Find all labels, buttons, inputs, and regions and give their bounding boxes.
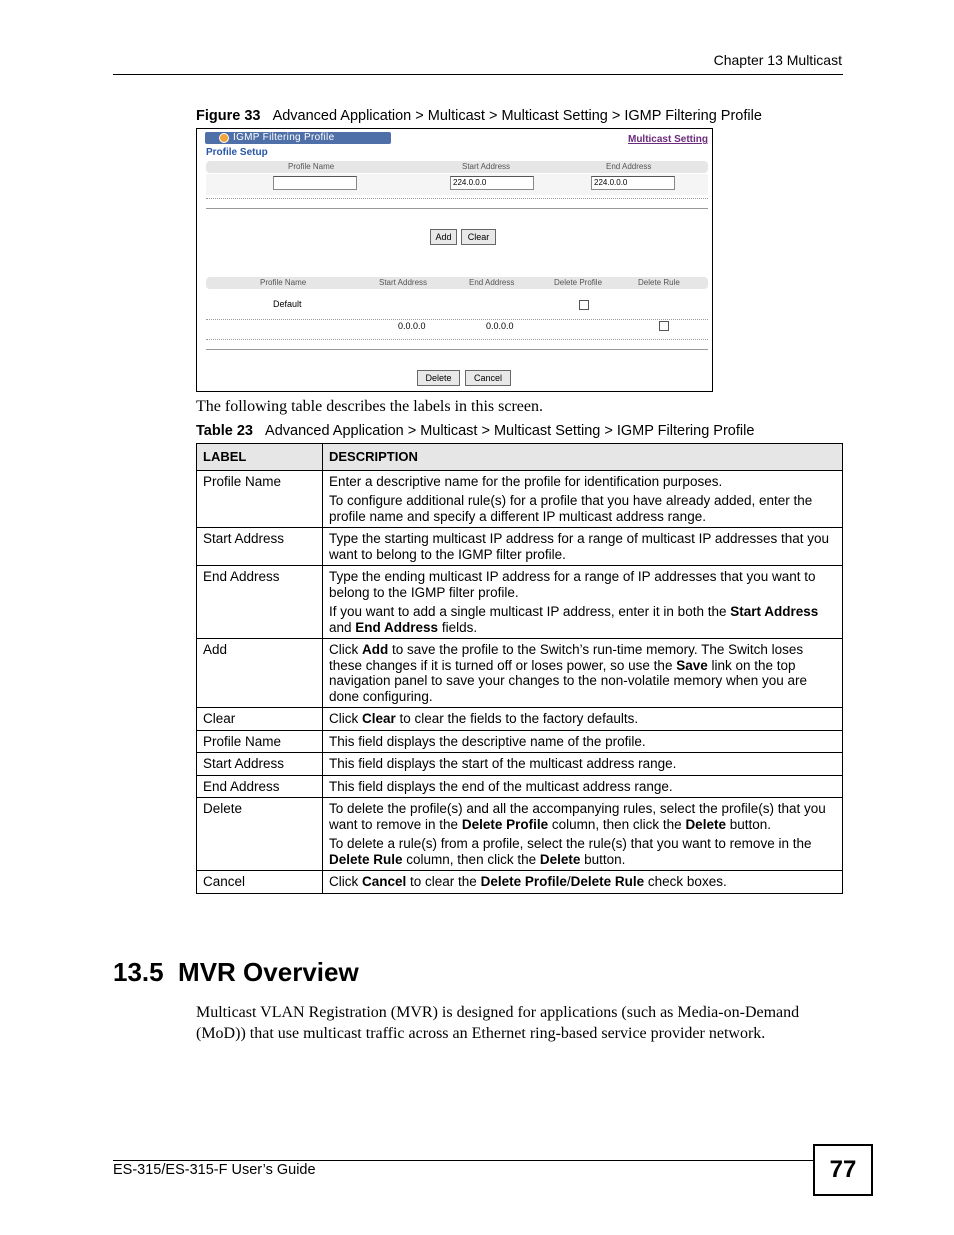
screen-tab [205,132,391,144]
list-row-divider-2 [206,339,708,340]
description-paragraph: To delete the profile(s) and all the accompanying rules, select the profile(s) that you want to remove in the Delete Profile column, then click the Delete button. [329,801,826,832]
guide-title: ES-315/ES-315-F User’s Guide [113,1162,316,1178]
igmp-filtering-profile-screenshot [196,128,713,392]
row-label: Clear [197,708,323,731]
description-paragraph: Click Clear to clear the fields to the factory defaults. [329,711,639,726]
row-description [323,566,843,639]
row-description [323,639,843,708]
delete-button[interactable]: Delete [417,370,460,386]
description-paragraph: Type the ending multicast IP address for a range of IP addresses that you want to belong to the IGMP filter profile. [329,569,816,600]
row-description [323,753,843,776]
list-header-start-address: Start Address [379,278,428,287]
description-paragraph: Click Cancel to clear the Delete Profile/Delete Rule check boxes. [329,874,727,889]
header-rule [113,74,843,75]
footer-rule [113,1160,813,1161]
row-description [323,871,843,894]
row-description [323,708,843,731]
row-label: Add [197,639,323,708]
page-number: 77 [813,1144,873,1196]
row-label: End Address [197,775,323,798]
row-label: Start Address [197,528,323,566]
setup-header-profile-name: Profile Name [288,162,335,171]
row-description [323,730,843,753]
table-row [197,566,843,639]
row-profile-name: Default [273,299,302,309]
table-header-row [197,444,843,471]
description-paragraph: Click Add to save the profile to the Switch’s run-time memory. The Switch loses these changes if it is turned off or loses power, so use the Save link on the top navigation panel to save your changes to the non-volatile memory when you are done configuring. [329,642,808,704]
rule-start-address: 0.0.0.0 [398,321,426,331]
list-header-row [206,277,708,289]
section-body: Multicast VLAN Registration (MVR) is designed for applications (such as Media-on-Demand (MoD)) that use multicast traffic across an Ethernet ring-based service provider network. [196,1004,800,1042]
description-paragraph: If you want to add a single multicast IP address, enter it in both the Start Address and End Address fields. [329,604,819,635]
setup-header-start-address: Start Address [462,162,511,171]
delete-profile-checkbox[interactable] [579,300,589,310]
setup-bottom-line [206,208,708,209]
cancel-button[interactable]: Cancel [465,370,511,386]
row-label: Profile Name [197,470,323,528]
table-row [197,775,843,798]
start-address-input[interactable]: 224.0.0.0 [450,176,534,190]
figure-caption [196,108,762,124]
row-description [323,528,843,566]
row-label: Start Address [197,753,323,776]
list-header-delete-profile: Delete Profile [554,278,603,287]
list-bottom-line [206,349,708,350]
description-paragraph: Type the starting multicast IP address for a range of multicast IP addresses that you want to belong to the IGMP filter profile. [329,531,830,562]
description-paragraph: Enter a descriptive name for the profile for identification purposes. [329,473,723,489]
row-label: Delete [197,798,323,871]
table-row [197,753,843,776]
row-label: End Address [197,566,323,639]
add-button[interactable]: Add [430,229,457,245]
setup-header-row [206,161,708,173]
table-row [197,730,843,753]
tab-bullet-icon [219,133,229,143]
table-row [197,528,843,566]
row-description [323,798,843,871]
table-row [197,470,843,528]
figure-label: Figure 33 [196,108,261,124]
row-description [323,775,843,798]
chapter-header: Chapter 13 Multicast [713,52,842,68]
description-paragraph: This field displays the descriptive name of the profile. [329,733,646,749]
table-label: Table 23 [196,423,253,439]
list-header-profile-name: Profile Name [260,278,307,287]
screen-tab-title: IGMP Filtering Profile [233,132,335,143]
label-description-table [196,443,843,894]
description-column-header: DESCRIPTION [323,444,843,471]
table-row [197,708,843,731]
description-paragraph: To configure additional rule(s) for a profile that you have already added, enter the profile name and specify a different IP multicast address range. [329,493,813,524]
setup-row-divider [206,198,708,199]
clear-button[interactable]: Clear [461,229,496,245]
setup-header-end-address: End Address [606,162,652,171]
description-paragraph: To delete a rule(s) from a profile, select the rule(s) that you want to remove in the Delete Rule column, then click the Delete button. [329,836,812,867]
delete-rule-checkbox[interactable] [659,321,669,331]
table-row [197,639,843,708]
profile-name-input[interactable] [273,176,357,190]
intro-text: The following table describes the labels in this screen. [196,398,544,415]
figure-caption-text: Advanced Application > Multicast > Multicast Setting > IGMP Filtering Profile [272,108,762,124]
description-paragraph: This field displays the start of the multicast address range. [329,756,677,771]
row-label: Profile Name [197,730,323,753]
rule-end-address: 0.0.0.0 [486,321,514,331]
label-column-header: LABEL [197,444,323,471]
table-caption-text: Advanced Application > Multicast > Multicast Setting > IGMP Filtering Profile [265,423,755,439]
table-caption [196,423,754,439]
table-row [197,798,843,871]
list-header-delete-rule: Delete Rule [638,278,680,287]
profile-setup-title: Profile Setup [206,147,268,158]
list-row-divider [206,319,708,320]
table-body [197,470,843,893]
multicast-setting-link[interactable]: Multicast Setting [627,134,708,145]
row-label: Cancel [197,871,323,894]
end-address-input[interactable]: 224.0.0.0 [591,176,675,190]
list-header-end-address: End Address [469,278,515,287]
section-heading: 13.5 MVR Overview [113,957,359,987]
table-row [197,871,843,894]
description-paragraph: This field displays the end of the multicast address range. [329,778,673,794]
row-description [323,470,843,528]
